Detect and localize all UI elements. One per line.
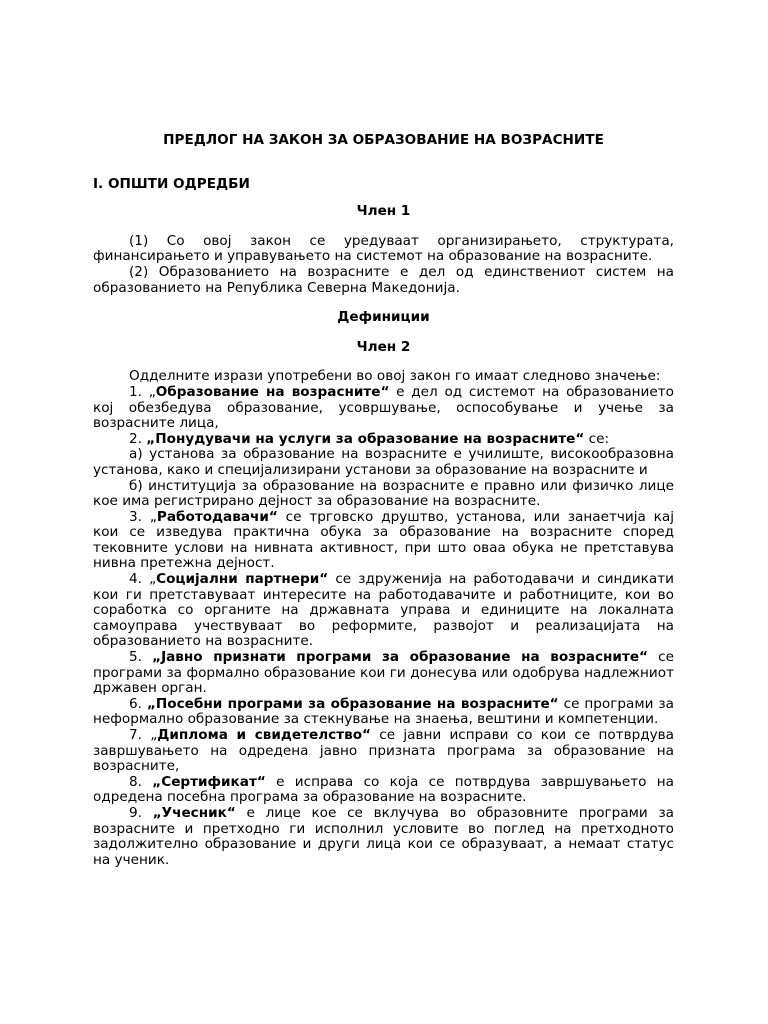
definition-7: 7. „Диплома и свидетелство“ се јавни исправи со кои се потврдува завршувањето на одредена јавно призната програма за образование на возрасните, [93, 727, 674, 775]
definition-3: 3. „Работодавачи“ се трговско друштво, установа, или занаетчија кај кои се изведува практична обука за образование на возрасните според тековните услови на нивната активност, при што оваа обука не претставува нивна претежна дејност. [93, 508, 674, 572]
chapter-heading: I. ОПШТИ ОДРЕДБИ [93, 175, 250, 192]
definition-1: 1. „Образование на возрасните“ е дел од системот на образованието кој обезбедува образование, усовршување, оспособување и учење за возрасните лица, [93, 383, 674, 432]
definition-6: 6. „Посебни програми за образование на возрасните“ се програми за неформално образование за стекнување на знаења, вештини и компетенции. [93, 695, 674, 728]
definition-3-term: Работодавачи“ [156, 508, 278, 525]
definition-2a: а) установа за образование на возрасните е училиште, високообразовна установа, како и специјализирани установи за образование на возрасните и [93, 446, 674, 478]
article-2-heading: Член 2 [356, 338, 411, 355]
definition-4-term: Социјални партнери“ [156, 571, 329, 588]
definition-8: 8. „Сертификат“ е исправа со која се потврдува завршувањето на одредена посебна програма за образование на возрасните. [93, 773, 674, 806]
definition-6-term: „Посебни програми за образование на возрасните“ [146, 695, 559, 712]
definition-4: 4. „Социјални партнери“ се здруженија на работодавачи и синдикати кои ги претставуваат интересите на работодавачите и работниците, кои во соработка со органите на државната управа и единиците на локалната самоуправа учествуваат во реформите, развојот и реализацијата на образованието на возрасните. [93, 571, 674, 650]
article-1-paragraph-1: (1) Со овој закон се уредуваат организирањето, структурата, финансирањето и управувањето на системот на образование на возрасните. [93, 232, 674, 265]
article-1-heading: Член 1 [356, 203, 411, 220]
definition-2-term: „Понудувачи на услуги за образование на возрасните“ [146, 430, 585, 447]
definition-8-term: „Сертификат“ [152, 773, 266, 790]
definition-5: 5. „Јавно признати програми за образование на возрасните“ се програми за формално образование кои ги донесува или одобрува надлежниот државен орган. [93, 649, 674, 697]
document-title: ПРЕДЛОГ НА ЗАКОН ЗА ОБРАЗОВАНИЕ НА ВОЗРАСНИТЕ [163, 132, 604, 148]
article-1-paragraph-2: (2) Образованието на возрасните е дел од единствениот систем на образованието на Република Северна Македонија. [93, 263, 674, 296]
definition-7-term: Диплома и свидетелство“ [157, 727, 371, 743]
definition-1-term: Образование на возрасните“ [155, 383, 390, 400]
article-2-intro: Одделните изрази употребени во овој закон го имаат следново значење: [129, 368, 661, 385]
definition-5-term: „Јавно признати програми за образование на возрасните“ [152, 649, 648, 666]
definition-2b: б) институција за образование на возрасните е правно или физичко лице кое има регистрирано дејност за образование на возрасните. [93, 477, 674, 510]
definition-2: 2. „Понудувачи на услуги за образование на возрасните“ се: [129, 430, 610, 447]
definitions-heading: Дефиниции [337, 309, 430, 326]
definition-9: 9. „Учесник“ е лице кое се вклучува во образовните програми за возрасните и претходно ги исполнил условите во поглед на претходното задолжително образование и други лица кои се образуваат, а немаат статус на ученик. [93, 804, 675, 868]
definition-9-term: „Учесник“ [152, 804, 236, 821]
